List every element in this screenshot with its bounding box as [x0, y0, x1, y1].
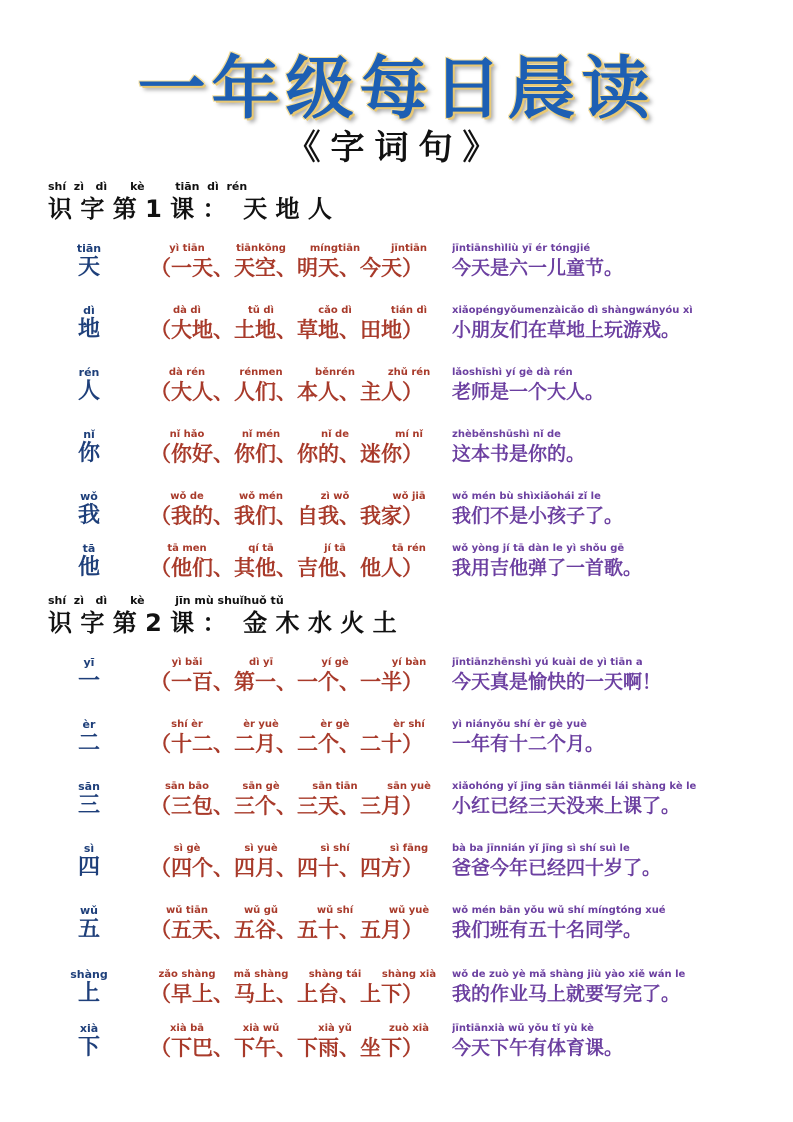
word-pinyin: nǐ hǎo — [169, 429, 205, 440]
word-list: （早上、马上、上台、上下） — [150, 982, 423, 1006]
character: 四 — [77, 855, 100, 880]
word-pinyin: tián dì — [390, 305, 428, 316]
word-pinyin: xià yǔ — [318, 1023, 352, 1034]
character-row — [0, 490, 793, 536]
character-row — [0, 656, 793, 702]
character-pinyin: tiān — [76, 242, 102, 255]
lesson-header — [48, 180, 332, 224]
word-list: （五天、五谷、五十、五月） — [150, 918, 423, 942]
example-sentence: 我的作业马上就要写完了。 — [452, 983, 681, 1005]
character-row — [0, 904, 793, 950]
sentence-pinyin: lǎoshīshì yí gè dà rén — [452, 367, 573, 378]
example-sentence: 老师是一个大人。 — [452, 381, 605, 403]
word-pinyin: sān bāo — [164, 781, 210, 792]
character-pinyin: tā — [82, 542, 96, 555]
example-sentence: 这本书是你的。 — [452, 443, 586, 465]
word-pinyin: mí nǐ — [395, 429, 423, 440]
character-pinyin: èr — [82, 718, 96, 731]
word-pinyin: yí bàn — [391, 657, 427, 668]
character: 一 — [77, 669, 100, 694]
word-pinyin: èr shí — [393, 719, 425, 730]
character: 人 — [77, 379, 100, 404]
word-pinyin: zhǔ rén — [387, 367, 431, 378]
sentence-pinyin: jīntiānshìliù yī ér tóngjié — [452, 243, 591, 254]
word-pinyin: dà rén — [168, 367, 206, 378]
word-pinyin: dì yī — [248, 657, 273, 668]
word-list: （大人、人们、本人、主人） — [150, 380, 423, 404]
word-pinyin: dà dì — [173, 305, 201, 316]
character-row — [0, 968, 793, 1014]
character-pinyin: wǔ — [80, 904, 98, 917]
sentence-pinyin: zhèběnshūshì nǐ de — [452, 429, 561, 440]
word-pinyin: wǒ mén — [239, 491, 283, 502]
word-pinyin: wǒ jiā — [392, 491, 426, 502]
character-pinyin: sān — [78, 780, 100, 793]
word-pinyin: yí gè — [321, 657, 349, 668]
character: 地 — [77, 317, 100, 342]
character-pinyin: xià — [79, 1022, 99, 1035]
character: 五 — [77, 917, 100, 942]
word-pinyin: tā rén — [392, 543, 426, 554]
word-pinyin: shàng tái — [308, 969, 362, 980]
word-list: （四个、四月、四十、四方） — [150, 856, 423, 880]
word-pinyin: wǔ shí — [316, 905, 354, 916]
sentence-pinyin: bà ba jīnnián yǐ jīng sì shí suì le — [452, 843, 630, 854]
word-list: （你好、你们、你的、迷你） — [150, 442, 423, 466]
character-pinyin: shàng — [70, 968, 108, 981]
example-sentence: 一年有十二个月。 — [452, 733, 605, 755]
sentence-pinyin: wǒ de zuò yè mǎ shàng jiù yào xiě wán le — [452, 969, 686, 980]
word-pinyin: sì gè — [173, 843, 201, 854]
page-title: 一年级每日晨读 — [137, 50, 656, 129]
word-pinyin: zì wǒ — [320, 491, 350, 502]
character-row — [0, 542, 793, 588]
character-row — [0, 842, 793, 888]
word-pinyin: xià bā — [169, 1023, 204, 1034]
character-row — [0, 780, 793, 826]
word-list: （我的、我们、自我、我家） — [150, 504, 423, 528]
character-pinyin: yī — [83, 656, 95, 669]
example-sentence: 今天是六一儿童节。 — [452, 257, 624, 279]
lesson-pinyin: shí zì dì kè tiān dì rén — [48, 180, 248, 193]
word-pinyin: tǔ dì — [248, 305, 274, 316]
word-pinyin: běnrén — [315, 367, 355, 378]
lesson-header — [48, 594, 397, 638]
word-list: （一天、天空、明天、今天） — [150, 256, 423, 280]
character-row — [0, 242, 793, 288]
character-pinyin: sì — [83, 842, 95, 855]
sentence-pinyin: wǒ yòng jí tā dàn le yì shǒu gē — [452, 543, 625, 554]
character: 他 — [77, 555, 100, 580]
lesson-pinyin: shí zì dì kè jīn mù shuǐhuǒ tǔ — [48, 594, 284, 607]
character-row — [0, 428, 793, 474]
word-list: （大地、土地、草地、田地） — [150, 318, 423, 342]
sentence-pinyin: wǒ mén bù shìxiǎohái zǐ le — [452, 491, 601, 502]
word-pinyin: rénmen — [239, 367, 283, 378]
word-pinyin: tā men — [167, 543, 207, 554]
example-sentence: 我用吉他弹了一首歌。 — [452, 557, 643, 579]
word-pinyin: nǐ mén — [241, 429, 281, 440]
example-sentence: 小朋友们在草地上玩游戏。 — [452, 319, 681, 341]
character-row — [0, 718, 793, 764]
word-pinyin: míngtiān — [309, 243, 361, 254]
word-pinyin: èr yuè — [243, 719, 279, 730]
word-pinyin: sì yuè — [244, 843, 278, 854]
character-row — [0, 1022, 793, 1068]
page-subtitle: 《字词句》 — [286, 128, 507, 168]
word-pinyin: sì fāng — [389, 843, 429, 854]
character-pinyin: nǐ — [83, 428, 95, 441]
word-pinyin: zuò xià — [389, 1023, 429, 1034]
word-pinyin: shí èr — [171, 719, 203, 730]
word-list: （他们、其他、吉他、他人） — [150, 556, 423, 580]
example-sentence: 爸爸今年已经四十岁了。 — [452, 857, 662, 879]
word-pinyin: yì bǎi — [171, 657, 203, 668]
word-pinyin: wǒ de — [170, 491, 204, 502]
sentence-pinyin: yì niányǒu shí èr gè yuè — [452, 719, 587, 730]
sentence-pinyin: xiǎohóng yǐ jīng sān tiānméi lái shàng kè le — [452, 781, 697, 792]
word-pinyin: shàng xià — [381, 969, 437, 980]
character: 天 — [77, 255, 100, 280]
sentence-pinyin: jīntiānzhēnshì yú kuài de yì tiān a — [452, 657, 643, 668]
lesson-title: 识 字 第 2 课 ： 金 木 水 火 土 — [48, 609, 397, 637]
example-sentence: 我们不是小孩子了。 — [452, 505, 624, 527]
character: 三 — [77, 793, 100, 818]
word-pinyin: cǎo dì — [318, 305, 352, 316]
example-sentence: 我们班有五十名同学。 — [452, 919, 643, 941]
word-list: （三包、三个、三天、三月） — [150, 794, 423, 818]
word-pinyin: yì tiān — [169, 243, 205, 254]
sentence-pinyin: jīntiānxià wǔ yǒu tǐ yù kè — [452, 1023, 594, 1034]
lesson-title: 识 字 第 1 课 ： 天 地 人 — [48, 195, 332, 223]
word-pinyin: tiānkōng — [236, 243, 286, 254]
word-pinyin: nǐ de — [321, 429, 349, 440]
character: 我 — [77, 503, 100, 528]
word-pinyin: wǔ gǔ — [243, 905, 279, 916]
word-pinyin: sān gè — [242, 781, 280, 792]
word-pinyin: sān yuè — [387, 781, 431, 792]
word-pinyin: jí tā — [324, 543, 346, 554]
character: 上 — [77, 981, 100, 1006]
word-pinyin: qí tā — [248, 543, 274, 554]
character: 下 — [77, 1035, 100, 1060]
word-pinyin: mǎ shàng — [233, 969, 289, 980]
character-pinyin: rén — [78, 366, 100, 379]
word-pinyin: wǔ tiān — [166, 905, 208, 916]
character-pinyin: dì — [83, 304, 95, 317]
word-list: （下巴、下午、下雨、坐下） — [150, 1036, 423, 1060]
word-list: （十二、二月、二个、二十） — [150, 732, 423, 756]
character-row — [0, 304, 793, 350]
word-pinyin: wǔ yuè — [388, 905, 430, 916]
character: 二 — [77, 731, 100, 756]
character: 你 — [77, 441, 100, 466]
character-pinyin: wǒ — [80, 490, 98, 503]
example-sentence: 今天下午有体育课。 — [452, 1037, 624, 1059]
word-list: （一百、第一、一个、一半） — [150, 670, 423, 694]
word-pinyin: xià wǔ — [242, 1023, 280, 1034]
sentence-pinyin: xiǎopéngyǒumenzàicǎo dì shàngwányóu xì — [452, 305, 693, 316]
sentence-pinyin: wǒ mén bān yǒu wǔ shí míngtóng xué — [452, 905, 666, 916]
word-pinyin: zǎo shàng — [158, 969, 216, 980]
word-pinyin: jīntiān — [390, 243, 428, 254]
word-pinyin: èr gè — [320, 719, 350, 730]
word-pinyin: sì shí — [320, 843, 350, 854]
example-sentence: 小红已经三天没来上课了。 — [452, 795, 681, 817]
word-pinyin: sān tiān — [312, 781, 358, 792]
example-sentence: 今天真是愉快的一天啊！ — [452, 671, 662, 693]
character-row — [0, 366, 793, 412]
